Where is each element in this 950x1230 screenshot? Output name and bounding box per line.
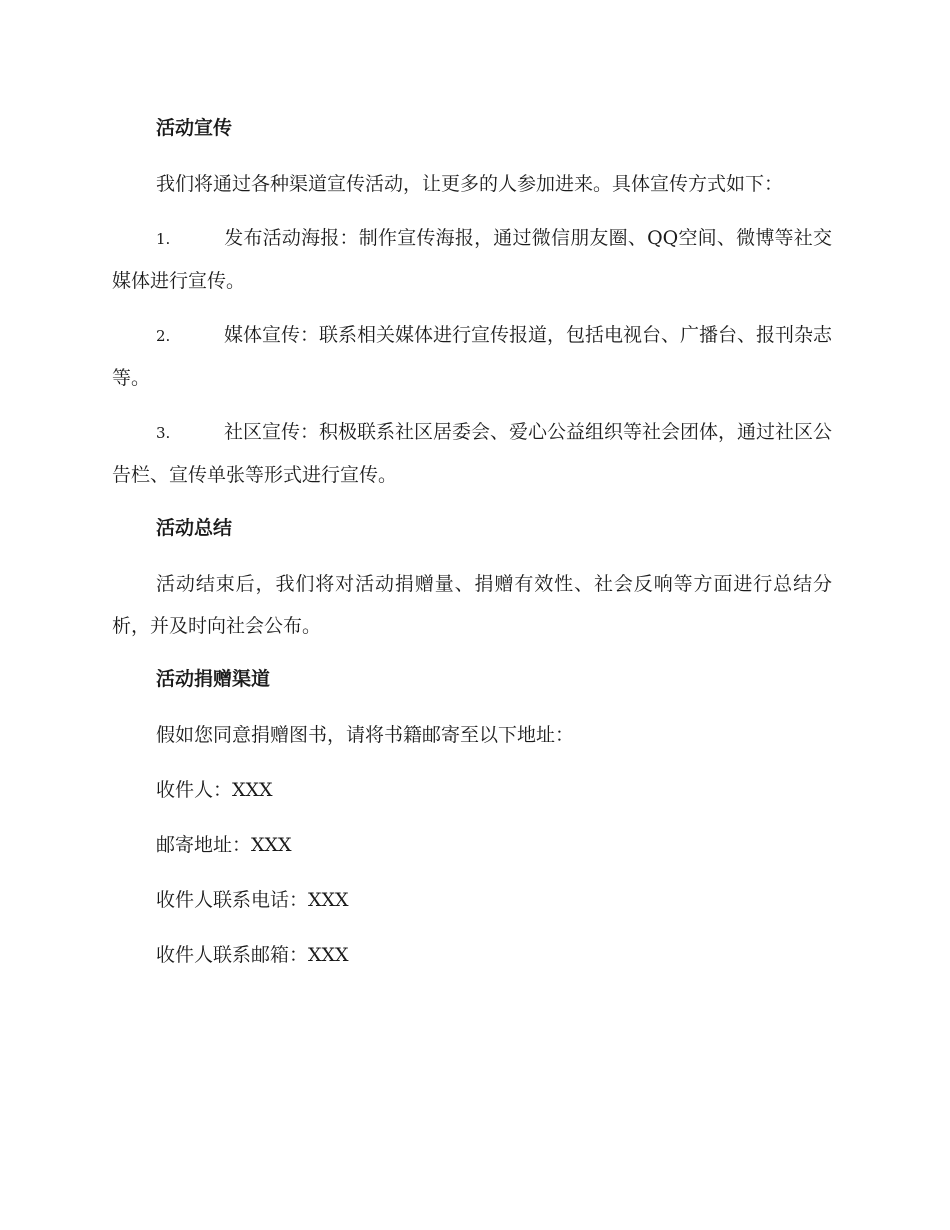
item-text: 媒体宣传：联系相关媒体进行宣传报道，包括电视台、广播台、报刊杂志等。 bbox=[112, 324, 833, 389]
recipient-line: 收件人：XXX bbox=[156, 779, 273, 801]
item-text: 社区宣传：积极联系社区居委会、爱心公益组织等社会团体，通过社区公告栏、宣传单张等形式进行宣传。 bbox=[112, 421, 833, 486]
item-number: 1. bbox=[156, 230, 171, 248]
document-body bbox=[112, 108, 832, 989]
promotion-item-2 bbox=[112, 314, 832, 399]
item-number: 2. bbox=[156, 327, 171, 345]
item-text: 发布活动海报：制作宣传海报，通过微信朋友圈、QQ空间、微博等社交媒体进行宣传。 bbox=[112, 227, 832, 292]
email-line: 收件人联系邮箱：XXX bbox=[156, 944, 349, 966]
heading-donation-channel: 活动捐赠渠道 bbox=[156, 668, 271, 690]
promotion-item-3 bbox=[112, 411, 832, 496]
item-number: 3. bbox=[156, 424, 171, 442]
summary-text: 活动结束后，我们将对活动捐赠量、捐赠有效性、社会反响等方面进行总结分析，并及时向社会公布。 bbox=[112, 573, 832, 637]
heading-promotion: 活动宣传 bbox=[156, 117, 233, 139]
promotion-item-1 bbox=[112, 217, 832, 302]
phone-line: 收件人联系电话：XXX bbox=[156, 889, 349, 911]
channel-intro: 假如您同意捐赠图书，请将书籍邮寄至以下地址： bbox=[156, 724, 575, 746]
heading-summary: 活动总结 bbox=[156, 517, 233, 539]
address-line: 邮寄地址：XXX bbox=[156, 834, 292, 856]
promotion-intro: 我们将通过各种渠道宣传活动，让更多的人参加进来。具体宣传方式如下： bbox=[156, 173, 784, 195]
